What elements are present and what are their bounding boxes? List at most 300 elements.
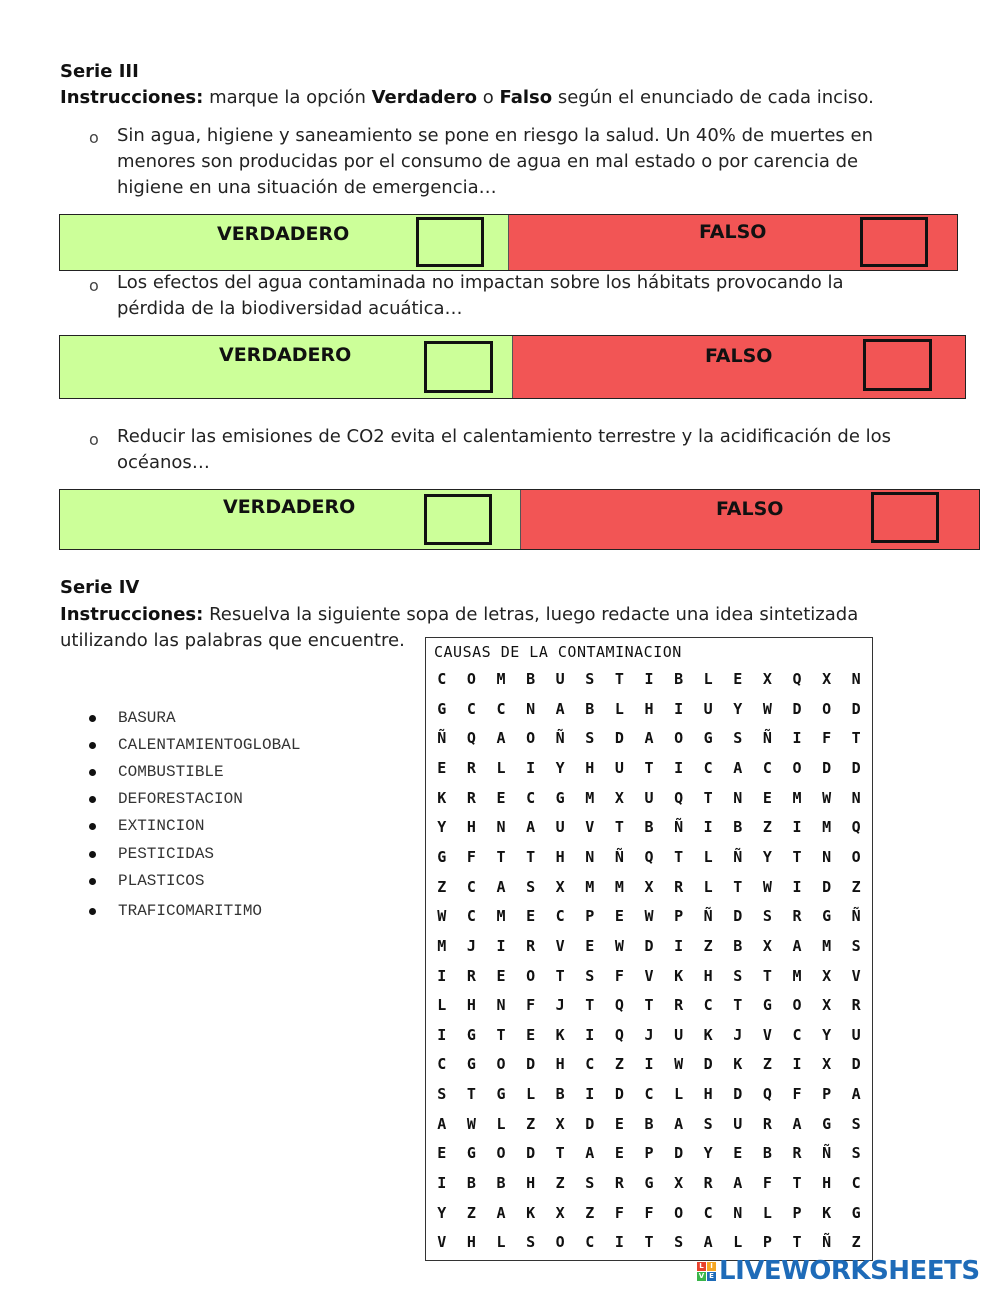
grid-letter[interactable]: Y	[703, 1144, 713, 1163]
grid-letter[interactable]: A	[644, 729, 654, 748]
grid-letter[interactable]: Z	[703, 936, 713, 955]
grid-letter[interactable]: G	[496, 1085, 506, 1104]
grid-letter[interactable]: I	[614, 1233, 624, 1252]
grid-letter[interactable]: S	[851, 1144, 861, 1163]
grid-letter[interactable]: U	[555, 818, 565, 837]
grid-letter[interactable]: Y	[762, 847, 772, 866]
grid-letter[interactable]: I	[437, 1174, 447, 1193]
grid-letter[interactable]: X	[762, 936, 772, 955]
grid-letter[interactable]: J	[733, 1025, 743, 1044]
grid-letter[interactable]: X	[822, 670, 832, 688]
grid-letter[interactable]: B	[644, 818, 654, 837]
grid-letter[interactable]: D	[674, 1144, 684, 1163]
grid-letter[interactable]: D	[614, 1085, 624, 1104]
grid-letter[interactable]: Q	[614, 996, 624, 1015]
grid-letter[interactable]: Y	[437, 1203, 447, 1222]
grid-letter[interactable]: M	[585, 788, 595, 807]
grid-letter[interactable]: P	[644, 1144, 654, 1163]
grid-letter[interactable]: M	[496, 907, 506, 926]
grid-letter[interactable]: Z	[851, 1233, 861, 1252]
grid-letter[interactable]: I	[792, 877, 802, 896]
grid-letter[interactable]: Q	[614, 1025, 624, 1044]
grid-letter[interactable]: W	[466, 1114, 476, 1133]
grid-letter[interactable]: C	[644, 1085, 654, 1104]
grid-letter[interactable]: W	[822, 788, 832, 807]
true-checkbox-1[interactable]	[416, 217, 484, 267]
grid-letter[interactable]: Z	[526, 1114, 536, 1133]
grid-letter[interactable]: T	[585, 996, 595, 1015]
grid-letter[interactable]: B	[644, 1114, 654, 1133]
grid-letter[interactable]: K	[526, 1203, 536, 1222]
grid-letter[interactable]: K	[822, 1203, 832, 1222]
grid-letter[interactable]: R	[466, 788, 476, 807]
grid-letter[interactable]: D	[733, 907, 743, 926]
grid-letter[interactable]: O	[526, 966, 536, 985]
grid-letter[interactable]: D	[585, 1114, 595, 1133]
grid-letter[interactable]: C	[496, 699, 506, 718]
grid-letter[interactable]: G	[555, 788, 565, 807]
grid-letter[interactable]: E	[526, 907, 536, 926]
grid-letter[interactable]: Ñ	[822, 1144, 832, 1163]
grid-letter[interactable]: O	[674, 1203, 684, 1222]
grid-letter[interactable]: M	[585, 877, 595, 896]
grid-letter[interactable]: T	[762, 966, 772, 985]
grid-letter[interactable]: C	[703, 996, 713, 1015]
grid-letter[interactable]: H	[466, 996, 476, 1015]
grid-letter[interactable]: A	[703, 1233, 713, 1252]
grid-letter[interactable]: G	[822, 907, 832, 926]
grid-letter[interactable]: R	[703, 1174, 713, 1193]
grid-letter[interactable]: N	[585, 847, 595, 866]
grid-letter[interactable]: V	[437, 1233, 447, 1252]
grid-letter[interactable]: L	[496, 758, 506, 777]
grid-letter[interactable]: Q	[674, 788, 684, 807]
grid-letter[interactable]: O	[674, 729, 684, 748]
grid-letter[interactable]: T	[555, 1144, 565, 1163]
grid-letter[interactable]: E	[762, 788, 772, 807]
grid-letter[interactable]: Y	[733, 699, 743, 718]
grid-letter[interactable]: T	[466, 1085, 476, 1104]
grid-letter[interactable]: F	[822, 729, 832, 748]
grid-letter[interactable]: A	[437, 1114, 447, 1133]
grid-letter[interactable]: B	[496, 1174, 506, 1193]
grid-letter[interactable]: T	[644, 758, 654, 777]
grid-letter[interactable]: X	[555, 877, 565, 896]
grid-letter[interactable]: P	[792, 1203, 802, 1222]
grid-letter[interactable]: P	[762, 1233, 772, 1252]
grid-letter[interactable]: T	[792, 1174, 802, 1193]
grid-letter[interactable]: Z	[614, 1055, 624, 1074]
grid-letter[interactable]: A	[585, 1144, 595, 1163]
grid-letter[interactable]: T	[496, 1025, 506, 1044]
grid-letter[interactable]: T	[614, 670, 624, 688]
grid-letter[interactable]: S	[526, 877, 536, 896]
grid-letter[interactable]: N	[496, 818, 506, 837]
grid-letter[interactable]: Z	[437, 877, 447, 896]
grid-letter[interactable]: E	[437, 758, 447, 777]
grid-letter[interactable]: B	[585, 699, 595, 718]
grid-letter[interactable]: S	[733, 729, 743, 748]
grid-letter[interactable]: H	[703, 966, 713, 985]
grid-letter[interactable]: H	[703, 1085, 713, 1104]
grid-letter[interactable]: P	[822, 1085, 832, 1104]
grid-letter[interactable]: R	[674, 877, 684, 896]
grid-letter[interactable]: R	[526, 936, 536, 955]
grid-letter[interactable]: I	[496, 936, 506, 955]
false-checkbox-2[interactable]	[863, 339, 932, 391]
grid-letter[interactable]: L	[437, 996, 447, 1015]
grid-letter[interactable]: E	[614, 907, 624, 926]
grid-letter[interactable]: X	[614, 788, 624, 807]
grid-letter[interactable]: Q	[792, 670, 802, 688]
grid-letter[interactable]: H	[585, 758, 595, 777]
grid-letter[interactable]: K	[703, 1025, 713, 1044]
grid-letter[interactable]: U	[614, 758, 624, 777]
grid-letter[interactable]: T	[703, 788, 713, 807]
grid-letter[interactable]: F	[466, 847, 476, 866]
grid-letter[interactable]: K	[555, 1025, 565, 1044]
grid-letter[interactable]: O	[496, 1144, 506, 1163]
grid-letter[interactable]: C	[437, 670, 447, 688]
grid-letter[interactable]: N	[822, 847, 832, 866]
grid-letter[interactable]: T	[614, 818, 624, 837]
grid-letter[interactable]: N	[526, 699, 536, 718]
grid-letter[interactable]: D	[822, 758, 832, 777]
grid-letter[interactable]: B	[674, 670, 684, 688]
grid-letter[interactable]: T	[555, 966, 565, 985]
grid-letter[interactable]: T	[496, 847, 506, 866]
grid-letter[interactable]: W	[437, 907, 447, 926]
grid-letter[interactable]: A	[496, 1203, 506, 1222]
grid-letter[interactable]: C	[555, 907, 565, 926]
grid-letter[interactable]: M	[792, 788, 802, 807]
grid-letter[interactable]: V	[762, 1025, 772, 1044]
grid-letter[interactable]: G	[822, 1114, 832, 1133]
grid-letter[interactable]: X	[555, 1114, 565, 1133]
grid-letter[interactable]: Z	[466, 1203, 476, 1222]
grid-letter[interactable]: Ñ	[674, 818, 684, 837]
grid-letter[interactable]: Ñ	[555, 729, 565, 748]
grid-letter[interactable]: W	[674, 1055, 684, 1074]
grid-letter[interactable]: Z	[851, 877, 861, 896]
grid-letter[interactable]: D	[851, 699, 861, 718]
grid-letter[interactable]: I	[674, 699, 684, 718]
grid-letter[interactable]: P	[674, 907, 684, 926]
grid-letter[interactable]: L	[762, 1203, 772, 1222]
grid-letter[interactable]: L	[526, 1085, 536, 1104]
grid-letter[interactable]: D	[733, 1085, 743, 1104]
grid-letter[interactable]: O	[496, 1055, 506, 1074]
grid-letter[interactable]: B	[733, 818, 743, 837]
grid-letter[interactable]: Z	[762, 818, 772, 837]
grid-letter[interactable]: I	[792, 818, 802, 837]
grid-letter[interactable]: E	[496, 966, 506, 985]
grid-letter[interactable]: E	[733, 670, 743, 688]
grid-letter[interactable]: N	[496, 996, 506, 1015]
grid-letter[interactable]: A	[733, 758, 743, 777]
grid-letter[interactable]: I	[585, 1025, 595, 1044]
grid-letter[interactable]: L	[614, 699, 624, 718]
grid-letter[interactable]: M	[792, 966, 802, 985]
grid-letter[interactable]: R	[614, 1174, 624, 1193]
grid-letter[interactable]: Y	[437, 818, 447, 837]
grid-letter[interactable]: C	[585, 1055, 595, 1074]
grid-letter[interactable]: V	[644, 966, 654, 985]
grid-letter[interactable]: T	[644, 996, 654, 1015]
grid-letter[interactable]: R	[674, 996, 684, 1015]
grid-letter[interactable]: L	[733, 1233, 743, 1252]
grid-letter[interactable]: J	[466, 936, 476, 955]
grid-letter[interactable]: Z	[585, 1203, 595, 1222]
grid-letter[interactable]: D	[703, 1055, 713, 1074]
grid-letter[interactable]: Z	[555, 1174, 565, 1193]
grid-letter[interactable]: K	[437, 788, 447, 807]
grid-letter[interactable]: V	[851, 966, 861, 985]
grid-letter[interactable]: G	[762, 996, 772, 1015]
grid-letter[interactable]: Ñ	[762, 729, 772, 748]
grid-letter[interactable]: W	[644, 907, 654, 926]
grid-letter[interactable]: R	[792, 1144, 802, 1163]
grid-letter[interactable]: V	[585, 818, 595, 837]
grid-letter[interactable]: B	[466, 1174, 476, 1193]
grid-letter[interactable]: W	[762, 699, 772, 718]
grid-letter[interactable]: E	[526, 1025, 536, 1044]
grid-letter[interactable]: G	[644, 1174, 654, 1193]
grid-letter[interactable]: C	[466, 877, 476, 896]
grid-letter[interactable]: T	[792, 1233, 802, 1252]
grid-letter[interactable]: I	[437, 966, 447, 985]
grid-letter[interactable]: R	[762, 1114, 772, 1133]
grid-letter[interactable]: M	[822, 818, 832, 837]
grid-letter[interactable]: L	[496, 1233, 506, 1252]
grid-letter[interactable]: Ñ	[733, 847, 743, 866]
grid-letter[interactable]: I	[674, 758, 684, 777]
grid-letter[interactable]: X	[555, 1203, 565, 1222]
grid-letter[interactable]: A	[674, 1114, 684, 1133]
grid-letter[interactable]: L	[703, 670, 713, 688]
grid-letter[interactable]: I	[703, 818, 713, 837]
grid-letter[interactable]: E	[614, 1114, 624, 1133]
grid-letter[interactable]: T	[733, 877, 743, 896]
grid-letter[interactable]: F	[614, 966, 624, 985]
grid-letter[interactable]: S	[437, 1085, 447, 1104]
grid-letter[interactable]: S	[851, 936, 861, 955]
grid-letter[interactable]: H	[555, 1055, 565, 1074]
grid-letter[interactable]: N	[733, 1203, 743, 1222]
false-checkbox-1[interactable]	[860, 217, 928, 267]
grid-letter[interactable]: R	[851, 996, 861, 1015]
grid-letter[interactable]: D	[526, 1144, 536, 1163]
grid-letter[interactable]: A	[526, 818, 536, 837]
grid-letter[interactable]: L	[496, 1114, 506, 1133]
grid-letter[interactable]: U	[703, 699, 713, 718]
grid-letter[interactable]: U	[644, 788, 654, 807]
grid-letter[interactable]: O	[822, 699, 832, 718]
grid-letter[interactable]: D	[822, 877, 832, 896]
grid-letter[interactable]: C	[437, 1055, 447, 1074]
grid-letter[interactable]: C	[703, 758, 713, 777]
grid-letter[interactable]: S	[851, 1114, 861, 1133]
grid-letter[interactable]: S	[585, 729, 595, 748]
grid-letter[interactable]: I	[526, 758, 536, 777]
grid-letter[interactable]: F	[762, 1174, 772, 1193]
grid-letter[interactable]: I	[585, 1085, 595, 1104]
grid-letter[interactable]: Q	[762, 1085, 772, 1104]
true-checkbox-2[interactable]	[424, 341, 493, 393]
grid-letter[interactable]: T	[792, 847, 802, 866]
grid-letter[interactable]: U	[674, 1025, 684, 1044]
grid-letter[interactable]: L	[703, 847, 713, 866]
grid-letter[interactable]: C	[703, 1203, 713, 1222]
grid-letter[interactable]: O	[466, 670, 476, 688]
grid-letter[interactable]: C	[466, 699, 476, 718]
grid-letter[interactable]: T	[733, 996, 743, 1015]
grid-letter[interactable]: G	[851, 1203, 861, 1222]
grid-letter[interactable]: X	[674, 1174, 684, 1193]
grid-letter[interactable]: O	[792, 996, 802, 1015]
grid-letter[interactable]: F	[644, 1203, 654, 1222]
grid-letter[interactable]: H	[466, 1233, 476, 1252]
grid-letter[interactable]: O	[555, 1233, 565, 1252]
grid-letter[interactable]: I	[437, 1025, 447, 1044]
grid-letter[interactable]: A	[733, 1174, 743, 1193]
grid-letter[interactable]: O	[526, 729, 536, 748]
grid-letter[interactable]: W	[614, 936, 624, 955]
true-checkbox-3[interactable]	[424, 494, 492, 545]
grid-letter[interactable]: A	[496, 729, 506, 748]
grid-letter[interactable]: C	[585, 1233, 595, 1252]
grid-letter[interactable]: B	[733, 936, 743, 955]
grid-letter[interactable]: L	[703, 877, 713, 896]
grid-letter[interactable]: X	[822, 996, 832, 1015]
grid-letter[interactable]: Ñ	[851, 907, 861, 926]
grid-letter[interactable]: R	[466, 758, 476, 777]
grid-letter[interactable]: T	[526, 847, 536, 866]
grid-letter[interactable]: U	[851, 1025, 861, 1044]
grid-letter[interactable]: O	[851, 847, 861, 866]
grid-letter[interactable]: U	[555, 670, 565, 688]
grid-letter[interactable]: C	[792, 1025, 802, 1044]
grid-letter[interactable]: D	[644, 936, 654, 955]
grid-letter[interactable]: K	[733, 1055, 743, 1074]
grid-letter[interactable]: S	[526, 1233, 536, 1252]
grid-letter[interactable]: N	[733, 788, 743, 807]
grid-letter[interactable]: H	[555, 847, 565, 866]
grid-letter[interactable]: M	[614, 877, 624, 896]
false-checkbox-3[interactable]	[871, 492, 939, 543]
grid-letter[interactable]: R	[466, 966, 476, 985]
grid-letter[interactable]: E	[437, 1144, 447, 1163]
grid-letter[interactable]: T	[851, 729, 861, 748]
grid-letter[interactable]: W	[762, 877, 772, 896]
grid-letter[interactable]: C	[851, 1174, 861, 1193]
grid-letter[interactable]: U	[733, 1114, 743, 1133]
grid-letter[interactable]: F	[526, 996, 536, 1015]
grid-letter[interactable]: B	[526, 670, 536, 688]
grid-letter[interactable]: T	[674, 847, 684, 866]
grid-letter[interactable]: X	[822, 1055, 832, 1074]
grid-letter[interactable]: Ñ	[614, 847, 624, 866]
grid-letter[interactable]: I	[792, 729, 802, 748]
grid-letter[interactable]: I	[644, 1055, 654, 1074]
grid-letter[interactable]: D	[851, 758, 861, 777]
grid-letter[interactable]: H	[644, 699, 654, 718]
grid-letter[interactable]: C	[762, 758, 772, 777]
grid-letter[interactable]: F	[614, 1203, 624, 1222]
grid-letter[interactable]: L	[674, 1085, 684, 1104]
grid-letter[interactable]: J	[644, 1025, 654, 1044]
grid-letter[interactable]: I	[792, 1055, 802, 1074]
grid-letter[interactable]: B	[762, 1144, 772, 1163]
grid-letter[interactable]: X	[762, 670, 772, 688]
grid-letter[interactable]: Ñ	[437, 729, 447, 748]
grid-letter[interactable]: N	[851, 788, 861, 807]
grid-letter[interactable]: H	[466, 818, 476, 837]
grid-letter[interactable]: D	[526, 1055, 536, 1074]
grid-letter[interactable]: M	[496, 670, 506, 688]
grid-letter[interactable]: E	[614, 1144, 624, 1163]
grid-letter[interactable]: G	[466, 1144, 476, 1163]
grid-letter[interactable]: S	[585, 1174, 595, 1193]
grid-letter[interactable]: Q	[851, 818, 861, 837]
grid-letter[interactable]: A	[792, 936, 802, 955]
grid-letter[interactable]: A	[851, 1085, 861, 1104]
grid-letter[interactable]: S	[703, 1114, 713, 1133]
grid-letter[interactable]: S	[585, 966, 595, 985]
grid-letter[interactable]: I	[644, 670, 654, 688]
grid-letter[interactable]: M	[822, 936, 832, 955]
grid-letter[interactable]: Y	[822, 1025, 832, 1044]
grid-letter[interactable]: A	[555, 699, 565, 718]
grid-letter[interactable]: X	[644, 877, 654, 896]
grid-letter[interactable]: E	[496, 788, 506, 807]
grid-letter[interactable]: E	[585, 936, 595, 955]
grid-letter[interactable]: T	[644, 1233, 654, 1252]
grid-letter[interactable]: S	[585, 670, 595, 688]
grid-letter[interactable]: C	[466, 907, 476, 926]
grid-letter[interactable]: Q	[466, 729, 476, 748]
grid-letter[interactable]: R	[792, 907, 802, 926]
grid-letter[interactable]: X	[822, 966, 832, 985]
grid-letter[interactable]: D	[851, 1055, 861, 1074]
grid-letter[interactable]: A	[792, 1114, 802, 1133]
grid-letter[interactable]: S	[733, 966, 743, 985]
grid-letter[interactable]: C	[526, 788, 536, 807]
grid-letter[interactable]: G	[437, 699, 447, 718]
grid-letter[interactable]: M	[437, 936, 447, 955]
grid-letter[interactable]: S	[674, 1233, 684, 1252]
grid-letter[interactable]: V	[555, 936, 565, 955]
grid-letter[interactable]: B	[555, 1085, 565, 1104]
grid-letter[interactable]: Ñ	[822, 1233, 832, 1252]
grid-letter[interactable]: G	[437, 847, 447, 866]
grid-letter[interactable]: E	[733, 1144, 743, 1163]
grid-letter[interactable]: A	[496, 877, 506, 896]
grid-letter[interactable]: P	[585, 907, 595, 926]
grid-letter[interactable]: G	[466, 1025, 476, 1044]
grid-letter[interactable]: K	[674, 966, 684, 985]
grid-letter[interactable]: H	[526, 1174, 536, 1193]
grid-letter[interactable]: J	[555, 996, 565, 1015]
grid-letter[interactable]: G	[703, 729, 713, 748]
grid-letter[interactable]: N	[851, 670, 861, 688]
grid-letter[interactable]: Ñ	[703, 907, 713, 926]
grid-letter[interactable]: O	[792, 758, 802, 777]
grid-letter[interactable]: Z	[762, 1055, 772, 1074]
grid-letter[interactable]: Y	[555, 758, 565, 777]
grid-letter[interactable]: G	[466, 1055, 476, 1074]
grid-letter[interactable]: I	[674, 936, 684, 955]
